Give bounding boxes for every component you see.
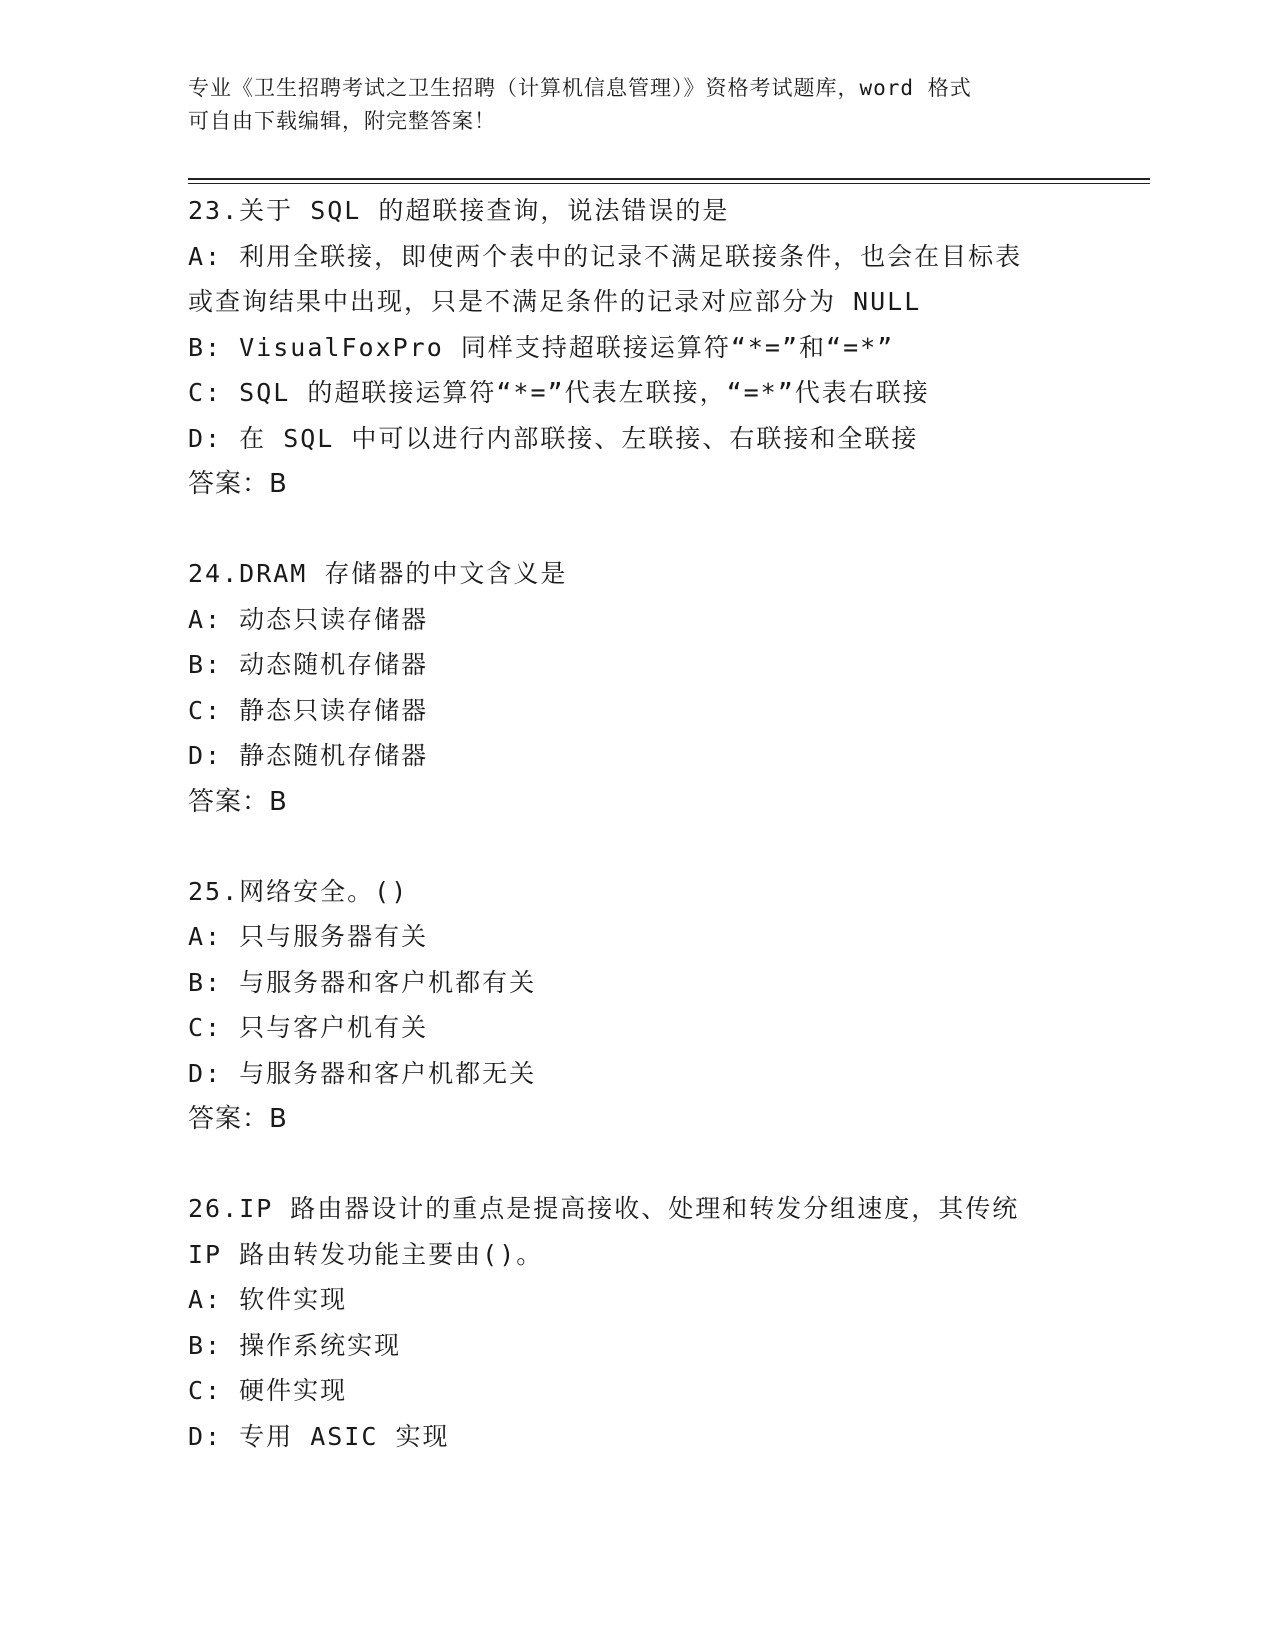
option-d: D: 在 SQL 中可以进行内部联接、左联接、右联接和全联接 xyxy=(188,423,919,453)
question-26 xyxy=(188,1186,1118,1459)
option-b: B: 与服务器和客户机都有关 xyxy=(188,967,537,997)
question-stem: 26.IP 路由器设计的重点是提高接收、处理和转发分组速度，其传统 xyxy=(188,1194,1020,1223)
question-stem: 24.DRAM 存储器的中文含义是 xyxy=(188,559,568,588)
header-line-2: 可自由下载编辑，附完整答案！ xyxy=(188,109,496,133)
option-a: A: 只与服务器有关 xyxy=(188,922,429,951)
answer-text: 答案：B xyxy=(188,786,288,817)
question-23 xyxy=(188,188,1118,507)
option-a: A: 利用全联接，即使两个表中的记录不满足联接条件，也会在目标表 xyxy=(188,241,1023,271)
question-list xyxy=(188,188,1118,1459)
header-divider-thin xyxy=(188,183,1150,184)
question-24 xyxy=(188,551,1118,825)
option-d: D: 专用 ASIC 实现 xyxy=(188,1421,450,1451)
question-stem-continued: IP 路由转发功能主要由()。 xyxy=(188,1239,544,1269)
option-b: B: VisualFoxPro 同样支持超联接运算符“*=”和“=*” xyxy=(188,332,895,362)
option-c: C: 只与客户机有关 xyxy=(188,1013,429,1042)
option-b: B: 动态随机存储器 xyxy=(188,650,429,679)
question-stem: 25.网络安全。() xyxy=(188,876,409,906)
option-b: B: 操作系统实现 xyxy=(188,1330,402,1360)
option-a: A: 软件实现 xyxy=(188,1285,348,1314)
question-stem: 23.关于 SQL 的超联接查询，说法错误的是 xyxy=(188,196,730,225)
header-divider-thick xyxy=(188,178,1150,180)
option-c: C: 静态只读存储器 xyxy=(188,695,429,725)
option-d: D: 静态随机存储器 xyxy=(188,741,429,770)
header-line-1: 专业《卫生招聘考试之卫生招聘（计算机信息管理）》资格考试题库，word 格式 xyxy=(188,76,972,100)
option-a-continued: 或查询结果中出现，只是不满足条件的记录对应部分为 NULL xyxy=(188,287,922,316)
answer-text: 答案：B xyxy=(188,1104,288,1134)
option-d: D: 与服务器和客户机都无关 xyxy=(188,1058,537,1088)
answer-text: 答案：B xyxy=(188,469,288,499)
option-a: A: 动态只读存储器 xyxy=(188,604,429,634)
option-c: C: SQL 的超联接运算符“*=”代表左联接，“=*”代表右联接 xyxy=(188,378,930,407)
option-c: C: 硬件实现 xyxy=(188,1376,348,1405)
document-header xyxy=(188,72,1068,138)
question-25 xyxy=(188,869,1118,1143)
